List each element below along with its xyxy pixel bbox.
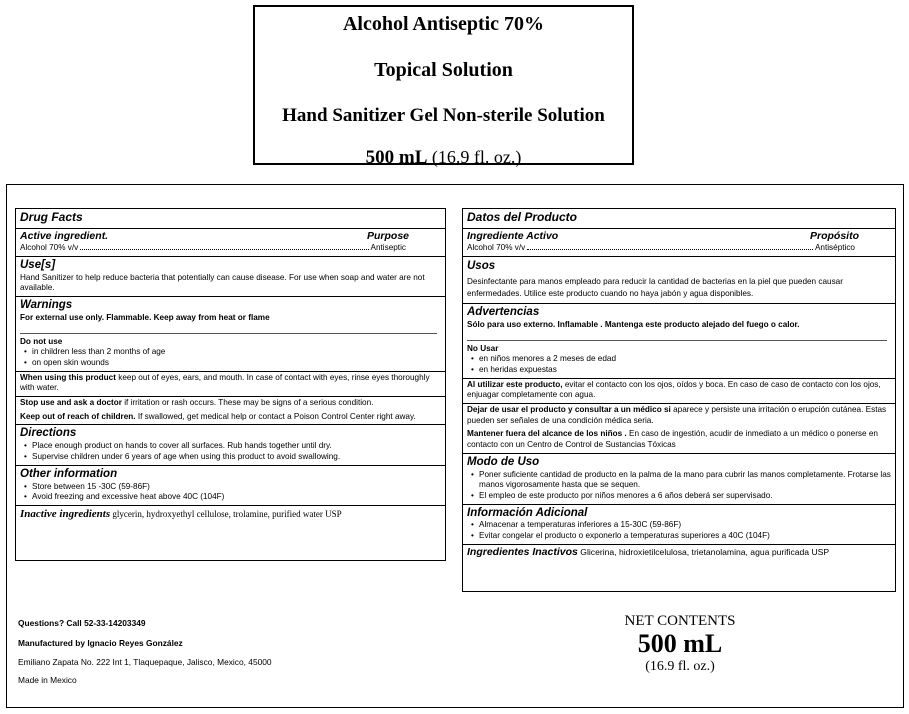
directions-header: Directions [20, 427, 77, 440]
list-item: • en heridas expuestas [471, 365, 557, 375]
no-usar-label: No Usar [467, 343, 499, 353]
drug-facts-panel [15, 208, 446, 561]
advertencias-externo: Sólo para uso externo. Inflamable . Mantenga este producto alejado del fuego o calor. [467, 320, 800, 330]
net-contents-oz: (16.9 fl. oz.) [645, 658, 715, 674]
active-ingredient-header: Active ingredient. [20, 229, 109, 242]
country-of-origin: Made in Mexico [18, 675, 77, 685]
list-item: • El empleo de este producto por niños menores a 6 años deberá ser supervisado. [471, 490, 773, 500]
list-item: • Avoid freezing and excessive heat above 40C (104F) [24, 492, 225, 502]
net-contents-label: NET CONTENTS [624, 613, 736, 629]
uses-header: Use[s] [20, 258, 56, 271]
product-form: Topical Solution [374, 59, 513, 81]
ingrediente-activo-row: Alcohol 70% v/v Antiséptico [467, 243, 855, 253]
inactive-ingredients: Inactive ingredients glycerin, hydroxyethyl cellulose, trolamine, purified water USP [20, 507, 342, 520]
list-item: • Store between 15 -30C (59-86F) [24, 481, 150, 491]
product-title-box [253, 5, 634, 168]
net-contents [590, 613, 770, 675]
stop-use: Stop use and ask a doctor if irritation or rash occurs. These may be signs of a serious condition. [16, 396, 445, 409]
list-item: • Place enough product on hands to cover all surfaces. Rub hands together until dry. [24, 441, 332, 451]
net-contents-ml: 500 mL [637, 629, 723, 658]
product-size [255, 147, 632, 169]
list-item: • en niños menores a 2 meses de edad [471, 354, 617, 364]
size-oz: (16.9 fl. oz.) [427, 147, 522, 167]
mantener-fuera: Mantener fuera del alcance de los niños . En caso de ingestión, acudir de inmediato a un médico o ponerse en contacto con un Centro de Control de Sustancias Tóxicas [467, 429, 878, 449]
active-ingredient-row: Alcohol 70% v/v Antiseptic [20, 243, 406, 253]
modo-de-uso-header: Modo de Uso [467, 455, 540, 468]
list-item: • on open skin wounds [24, 358, 109, 368]
dejar-de-usar: Dejar de usar el producto y consultar a un médico si aparece y persiste una irritación o erupción cutánea. Estas pueden ser señales de una condición médica seria. [463, 403, 895, 426]
list-item: • Almacenar a temperaturas inferiores a 15-30C (59-86F) [471, 520, 682, 530]
keep-out-of-reach: Keep out of reach of children. If swallowed, get medical help or contact a Poison Control Center right away. [20, 411, 416, 421]
advertencias-header: Advertencias [467, 306, 540, 319]
informacion-adicional-header: Información Adicional [467, 506, 588, 519]
warnings-external: For external use only. Flammable. Keep away from heat or flame [20, 313, 270, 323]
list-item: • in children less than 2 months of age [24, 347, 166, 357]
other-info-header: Other information [20, 467, 118, 480]
usos-text: Desinfectante para manos empleado para reducir la cantidad de bacterias en la piel que pueden causar enfermedades. Utilice este producto cuando no haya jabón y agua disponibles. [467, 276, 843, 299]
datos-producto-panel [462, 208, 896, 592]
list-item: • Supervise children under 6 years of age when using this product to avoid swallowing. [24, 451, 341, 461]
list-item: • Evitar congelar el producto o exponerlo a temperaturas superiores a 40C (104F) [471, 531, 770, 541]
drug-facts-title: Drug Facts [20, 210, 83, 224]
purpose-header: Purpose [366, 229, 409, 242]
when-using: When using this product keep out of eyes, ears, and mouth. In case of contact with eyes, rinse eyes thoroughly with water. [16, 371, 445, 394]
datos-title: Datos del Producto [467, 210, 578, 224]
manufacturer: Manufactured by Ignacio Reyes González [18, 638, 183, 648]
list-item: • Poner suficiente cantidad de producto en la palma de la mano para cubrir las manos completamente. Frotarse las manos vigorosamente hasta que se sequen. [471, 469, 891, 490]
usos-header: Usos [467, 259, 496, 272]
al-utilizar: Al utilizar este producto, evitar el contacto con los ojos, oídos y boca. En caso de caso de contacto con los ojos, enjuagar completamente con agua. [463, 378, 895, 401]
ingrediente-activo-header: Ingrediente Activo [467, 229, 559, 242]
product-description: Hand Sanitizer Gel Non-sterile Solution [282, 105, 605, 126]
ingredientes-inactivos: Ingredientes Inactivos Glicerina, hidroxietilcelulosa, trietanolamina, agua purificada USP [467, 545, 830, 558]
uses-text: Hand Sanitizer to help reduce bacteria that potentially can cause disease. For use when soap and water are not available. [20, 272, 425, 293]
manufacturer-address: Emiliano Zapata No. 222 Int 1, Tlaquepaque, Jalisco, Mexico, 45000 [18, 657, 272, 667]
do-not-use-label: Do not use [20, 336, 63, 346]
proposito-header: Propósito [810, 229, 859, 242]
product-name: Alcohol Antiseptic 70% [342, 13, 545, 35]
size-ml: 500 mL [365, 147, 428, 168]
warnings-header: Warnings [20, 299, 73, 312]
questions-phone: Questions? Call 52-33-14203349 [18, 618, 146, 628]
